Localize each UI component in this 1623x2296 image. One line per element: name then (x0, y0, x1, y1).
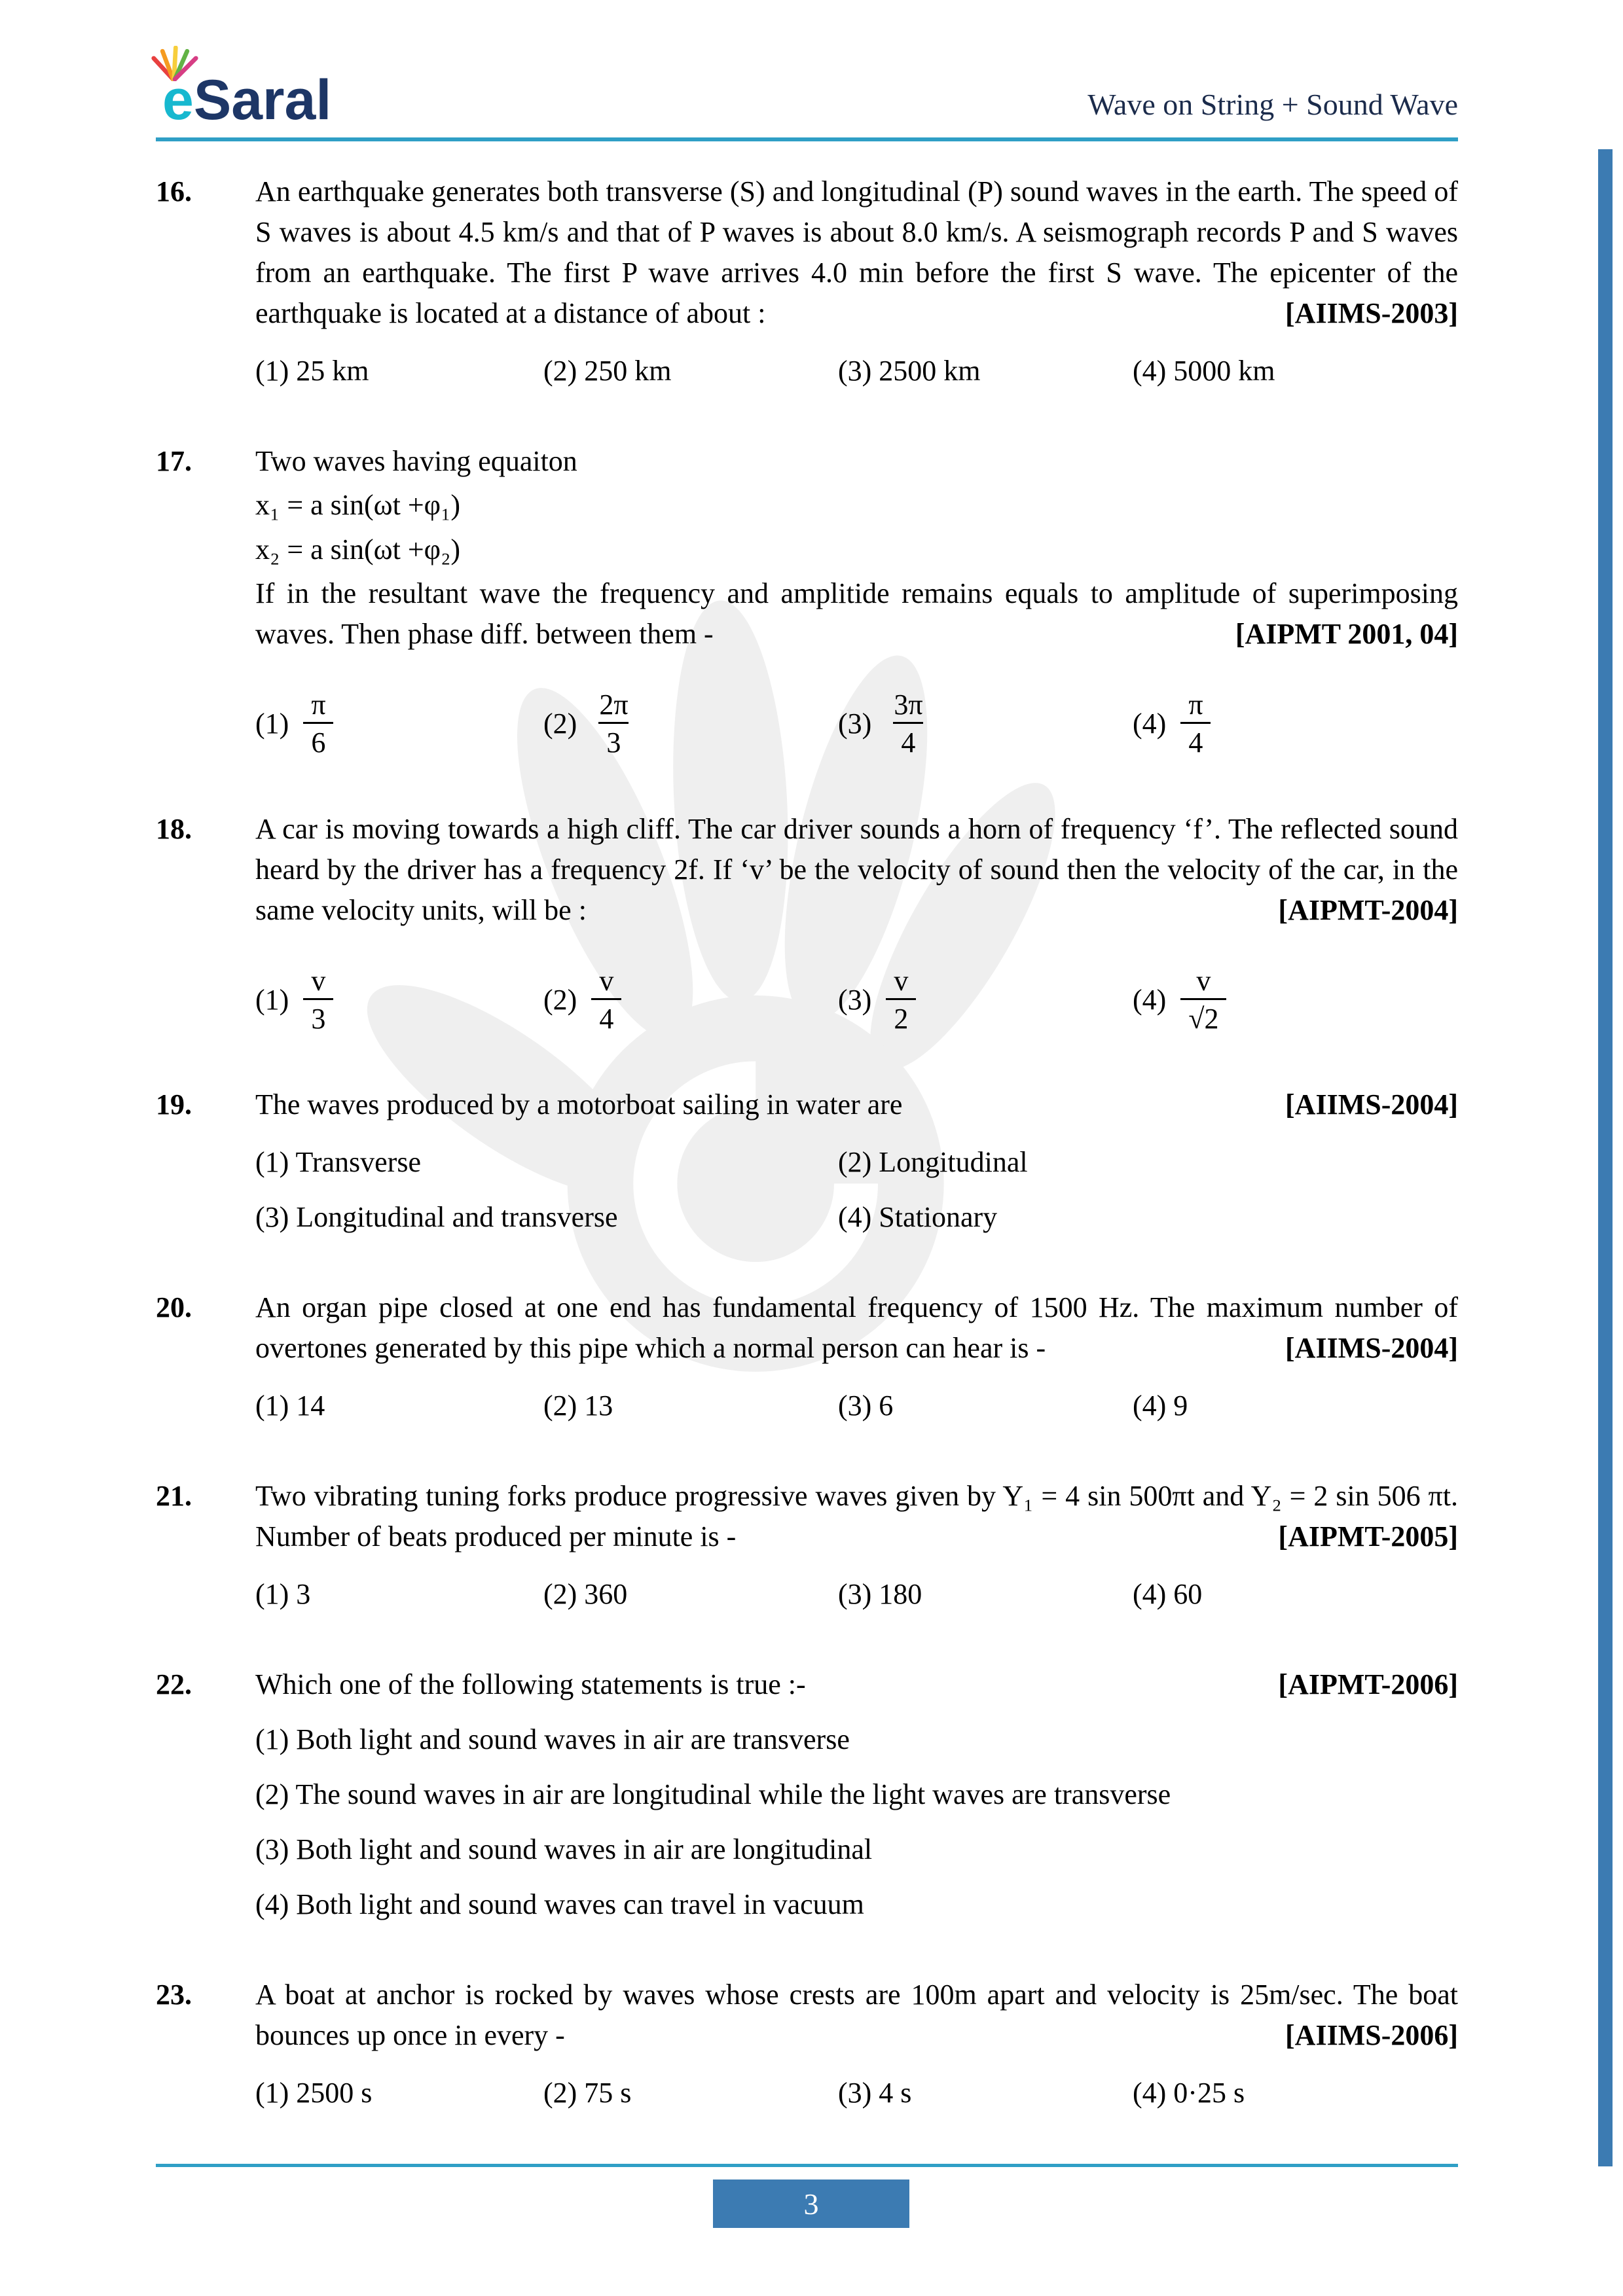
question-text: Which one of the following statements is true :- (255, 1668, 806, 1701)
option-label: (2) (543, 708, 577, 740)
fraction-numerator: v (311, 964, 326, 997)
option-2: (2) 13 (543, 1390, 613, 1422)
options-row (255, 1386, 1458, 1426)
fraction (1180, 689, 1211, 759)
question-number: 22. (156, 1668, 192, 1701)
option-1: (1) 3 (255, 1578, 311, 1611)
options-row (255, 2073, 1458, 2113)
option-4: (4) 0·25 s (1133, 2077, 1245, 2109)
option-1: (1) Both light and sound waves in air are transverse (255, 1723, 850, 1756)
page-header (156, 69, 1458, 141)
equation-2: x₂ = a sin(ωt +φ₂) (255, 533, 461, 565)
question-body (255, 1664, 1458, 1705)
question-text: A car is moving towards a high cliff. The car driver sounds a horn of frequency ‘f’. The reflected sound heard by the driver has a frequency 2f. If ‘v’ be the velocity of sound then the velocity of the car, in the same velocity units, will be : (255, 812, 1458, 926)
question-body (255, 1476, 1458, 1557)
question-number: 20. (156, 1291, 192, 1324)
exam-tag: [AIPMT-2004] (1278, 893, 1458, 926)
fraction-numerator: v (599, 964, 614, 997)
option-3: (3) 4 s (838, 2077, 912, 2109)
exam-tag: [AIIMS-2004] (1285, 1088, 1458, 1121)
option-3: (3) Longitudinal and transverse (255, 1201, 618, 1234)
question-text: The waves produced by a motorboat sailing in water are (255, 1088, 903, 1121)
option-3 (838, 965, 1133, 1035)
options-row (255, 965, 1458, 1035)
option-2: (2) 250 km (543, 355, 672, 387)
question-content (255, 1085, 1458, 1238)
page-title: Wave on String + Sound Wave (1087, 88, 1458, 121)
page-number-badge (713, 2179, 909, 2228)
question-18 (156, 809, 1458, 1035)
fraction (303, 965, 333, 1035)
option-label: (4) (1133, 983, 1167, 1016)
options-row (255, 1574, 1458, 1615)
fraction-denominator: 6 (303, 722, 333, 759)
question-body (255, 573, 1458, 655)
options-row (255, 689, 1458, 759)
exam-tag: [AIPMT 2001, 04] (1235, 618, 1458, 650)
equation-1: x₁ = a sin(ωt +φ₁) (255, 489, 461, 521)
question-content (255, 1287, 1458, 1426)
question-number: 19. (156, 1088, 192, 1121)
exam-tag: [AIIMS-2003] (1285, 297, 1458, 329)
option-3: (3) Both light and sound waves in air are longitudinal (255, 1833, 873, 1866)
exam-tag: [AIIMS-2004] (1285, 1332, 1458, 1365)
question-body (255, 1085, 1458, 1125)
option-4 (1133, 689, 1458, 759)
question-text: An earthquake generates both transverse (S) and longitudinal (P) sound waves in the earth. The speed of S waves is about 4.5 km/s and that of P waves is about 8.0 km/s. A seismograph records P and S waves from an earthquake. The first P wave arrives 4.0 min before the first S wave. The epicenter of the earthquake is located at a distance of about : (255, 175, 1458, 329)
question-number: 16. (156, 175, 192, 207)
option-2 (543, 965, 838, 1035)
option-3 (838, 689, 1133, 759)
option-4: (4) Both light and sound waves can travel in vacuum (255, 1888, 864, 1921)
fraction-denominator: 4 (1180, 722, 1211, 759)
question-content (255, 1975, 1458, 2113)
question-text: An organ pipe closed at one end has fundamental frequency of 1500 Hz. The maximum number of overtones generated by this pipe which a normal person can hear is - (255, 1291, 1458, 1365)
question-number: 21. (156, 1480, 192, 1513)
fraction-numerator: v (894, 964, 909, 997)
option-2: (2) The sound waves in air are longitudinal while the light waves are transverse (255, 1778, 1171, 1811)
question-body (255, 809, 1458, 931)
options-list (255, 1719, 1458, 1925)
exam-tag: [AIIMS-2006] (1285, 2019, 1458, 2052)
fraction-denominator: 4 (893, 722, 923, 759)
page-number: 3 (803, 2187, 819, 2221)
option-4: (4) Stationary (838, 1201, 998, 1234)
question-content (255, 1476, 1458, 1615)
esaral-logo (156, 69, 332, 132)
question-body (255, 171, 1458, 334)
question-content (255, 441, 1458, 759)
option-label: (3) (838, 708, 872, 740)
fraction (303, 689, 333, 759)
right-accent-bar (1598, 149, 1613, 2166)
option-label: (2) (543, 983, 577, 1016)
question-22 (156, 1664, 1458, 1925)
option-label: (1) (255, 708, 289, 740)
logo-letter-e: e (162, 69, 194, 132)
option-2: (2) Longitudinal (838, 1146, 1028, 1179)
logo-rays-icon (147, 46, 203, 81)
option-2: (2) 360 (543, 1578, 628, 1611)
fraction-denominator: √2 (1180, 998, 1226, 1035)
question-number: 23. (156, 1979, 192, 2011)
option-label: (3) (838, 983, 872, 1016)
option-1: (1) 2500 s (255, 2077, 373, 2109)
question-text: If in the resultant wave the frequency and amplitide remains equals to amplitude of superimposing waves. Then phase diff. between them - (255, 577, 1458, 650)
option-label: (1) (255, 983, 289, 1016)
question-19 (156, 1085, 1458, 1238)
option-3: (3) 6 (838, 1390, 894, 1422)
question-body (255, 1287, 1458, 1369)
question-number: 18. (156, 812, 192, 845)
question-text: Two vibrating tuning forks produce progressive waves given by Y₁ = 4 sin 500πt and Y₂ = 2 sin 506 πt. Number of beats produced per minute is - (255, 1480, 1458, 1553)
option-2: (2) 75 s (543, 2077, 632, 2109)
fraction-numerator: π (311, 689, 326, 721)
option-1: (1) 14 (255, 1390, 325, 1422)
option-4 (1133, 965, 1458, 1035)
footer-rule (156, 2164, 1458, 2167)
exam-tag: [AIPMT-2005] (1278, 1520, 1458, 1553)
options-grid (255, 1142, 1458, 1238)
fraction-denominator: 2 (886, 998, 916, 1035)
fraction-denominator: 4 (591, 998, 621, 1035)
fraction (1180, 965, 1226, 1035)
option-3: (3) 2500 km (838, 355, 981, 387)
fraction-denominator: 3 (598, 722, 629, 759)
question-intro: Two waves having equaiton (255, 445, 577, 477)
fraction-numerator: v (1196, 964, 1211, 997)
question-content (255, 171, 1458, 391)
fraction-numerator: 3π (894, 689, 923, 721)
option-label: (4) (1133, 708, 1167, 740)
option-1 (255, 965, 543, 1035)
logo-brand-text: Saral (193, 69, 332, 132)
option-3: (3) 180 (838, 1578, 922, 1611)
question-number: 17. (156, 445, 192, 477)
question-21 (156, 1476, 1458, 1615)
option-4: (4) 9 (1133, 1390, 1188, 1422)
question-17 (156, 441, 1458, 759)
fraction-denominator: 3 (303, 998, 333, 1035)
exam-tag: [AIPMT-2006] (1278, 1668, 1458, 1701)
option-2 (543, 689, 838, 759)
question-20 (156, 1287, 1458, 1426)
question-content (255, 1664, 1458, 1925)
question-content (255, 809, 1458, 1035)
question-list (156, 171, 1458, 2163)
option-1: (1) 25 km (255, 355, 369, 387)
option-4: (4) 5000 km (1133, 355, 1275, 387)
question-text: A boat at anchor is rocked by waves whose crests are 100m apart and velocity is 25m/sec. The boat bounces up once in every - (255, 1979, 1458, 2052)
fraction (591, 689, 636, 759)
options-row (255, 351, 1458, 391)
fraction-numerator: 2π (599, 689, 629, 721)
fraction-numerator: π (1188, 689, 1203, 721)
fraction (886, 965, 916, 1035)
option-1 (255, 689, 543, 759)
option-4: (4) 60 (1133, 1578, 1203, 1611)
question-body (255, 1975, 1458, 2056)
question-16 (156, 171, 1458, 391)
option-1: (1) Transverse (255, 1146, 421, 1179)
question-23 (156, 1975, 1458, 2113)
fraction (886, 689, 930, 759)
fraction (591, 965, 621, 1035)
